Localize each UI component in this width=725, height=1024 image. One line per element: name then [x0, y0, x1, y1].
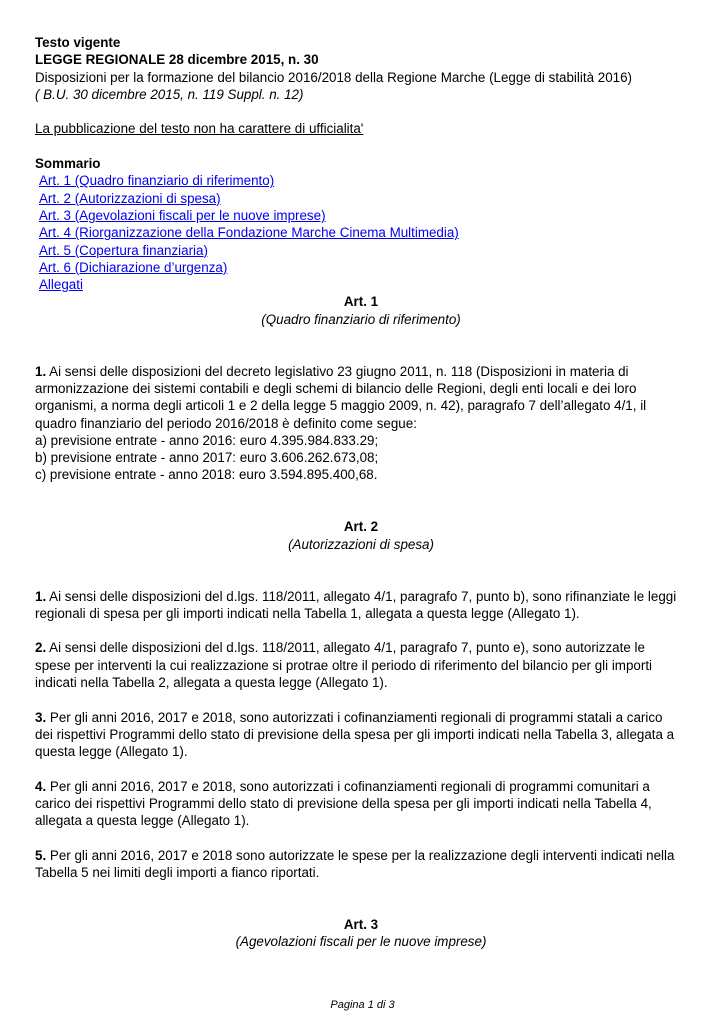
- article-2-subtitle: (Autorizzazioni di spesa): [288, 536, 434, 552]
- article-2-paragraph-1: 1. Ai sensi delle disposizioni del d.lgs. 118/2011, allegato 4/1, paragrafo 7, punto b), sono rifinanziate le leggi regionali di spesa per gli importi indicati nella Tabella 1, allegata a questa legge (Allegato 1).: [35, 588, 677, 621]
- paragraph-number: 1.: [35, 363, 47, 379]
- article-1-subtitle: (Quadro finanziario di riferimento): [261, 311, 461, 327]
- article-2-title: Art. 2: [343, 519, 379, 535]
- article-1-title: Art. 1: [343, 294, 379, 310]
- toc-link-art3[interactable]: Art. 3 (Agevolazioni fiscali per le nuove imprese): [39, 207, 326, 223]
- law-subject: Disposizioni per la formazione del bilancio 2016/2018 della Regione Marche (Legge di stabilità 2016): [35, 69, 632, 85]
- toc-link-art2[interactable]: Art. 2 (Autorizzazioni di spesa): [39, 190, 221, 206]
- article-2-paragraph-4: 4. Per gli anni 2016, 2017 e 2018, sono autorizzati i cofinanziamenti regionali di programmi comunitari a carico dei rispettivi Programmi dello stato di previsione della spesa per gli importi indicati nella Tabella 4, allegata a questa legge (Allegato 1).: [35, 778, 652, 829]
- article-2-paragraph-2: 2. Ai sensi delle disposizioni del d.lgs. 118/2011, allegato 4/1, paragrafo 7, punto e), sono autorizzate le spese per interventi la cui realizzazione si protrae oltre il periodo di riferimento del bilancio per gli importi indicati nella Tabella 2, allegata a questa legge (Allegato 1).: [35, 640, 653, 690]
- law-title: LEGGE REGIONALE 28 dicembre 2015, n. 30: [35, 52, 319, 68]
- toc-link-art6[interactable]: Art. 6 (Dichiarazione d’urgenza): [39, 259, 228, 275]
- revenue-2017: b) previsione entrate - anno 2017: euro 3.606.262.673,08;: [35, 450, 379, 466]
- disclaimer-text: La pubblicazione del testo non ha carattere di ufficialita': [35, 121, 364, 137]
- article-2-paragraph-5: 5. Per gli anni 2016, 2017 e 2018 sono autorizzate le spese per la realizzazione degli interventi indicati nella Tabella 5 nei limiti degli importi a fianco riportati.: [35, 847, 675, 881]
- article-2-paragraph-3: 3. Per gli anni 2016, 2017 e 2018, sono autorizzati i cofinanziamenti regionali di programmi statali a carico dei rispettivi Programmi dello stato di previsione della spesa per gli importi indicati nella Tabella 3, allegata a questa legge (Allegato 1).: [35, 709, 675, 760]
- document-page: [35, 34, 687, 951]
- article-3-subtitle: (Agevolazioni fiscali per le nuove imprese): [235, 934, 487, 950]
- bulletin-reference: ( B.U. 30 dicembre 2015, n. 119 Suppl. n. 12): [35, 86, 304, 102]
- revenue-2018: c) previsione entrate - anno 2018: euro 3.594.895.400,68.: [35, 467, 378, 483]
- page-footer: Pagina 1 di 3: [330, 999, 395, 1011]
- article-1-paragraph-1: 1. Ai sensi delle disposizioni del decreto legislativo 23 giugno 2011, n. 118 (Disposizioni in materia di armonizzazione dei sistemi contabili e degli schemi di bilancio delle Regioni, degli enti locali e dei loro organismi, a norma degli articoli 1 e 2 della legge 5 maggio 2009, n. 42), paragrafo 7 dell’allegato 4/1, il quadro finanziario del periodo 2016/2018 è definito come segue: a) previsione entrate - anno 2016: euro 4.395.984.833.29; b) previsione entrate - anno 2017: euro 3.606.262.673,08; c) previsione entrate - anno 2018: euro 3.594.895.400,68.: [35, 363, 687, 484]
- summary-title: Sommario: [35, 156, 101, 172]
- article-3-title: Art. 3: [343, 917, 379, 933]
- toc-link-art1[interactable]: Art. 1 (Quadro finanziario di riferimento): [39, 173, 275, 189]
- toc-link-allegati[interactable]: Allegati: [39, 277, 83, 293]
- summary-links: [35, 172, 687, 293]
- toc-link-art5[interactable]: Art. 5 (Copertura finanziaria): [39, 242, 208, 258]
- toc-link-art4[interactable]: Art. 4 (Riorganizzazione della Fondazione Marche Cinema Multimedia): [39, 225, 459, 241]
- status-label: Testo vigente: [35, 35, 121, 50]
- revenue-2016: a) previsione entrate - anno 2016: euro 4.395.984.833.29;: [35, 432, 379, 448]
